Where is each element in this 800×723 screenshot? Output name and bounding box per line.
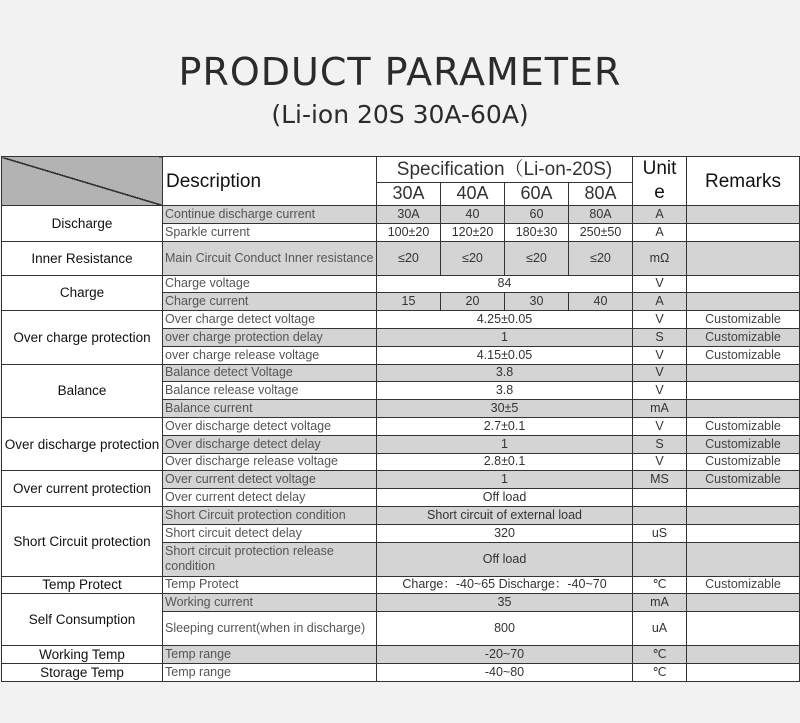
row-desc: Continue discharge current xyxy=(163,206,377,224)
cell-value: 60 xyxy=(505,206,569,224)
row-desc: Temp range xyxy=(163,646,377,664)
unit-header-line2: e xyxy=(654,182,665,203)
cell-remark: Customizable xyxy=(687,311,800,329)
section-working-temp: Working Temp xyxy=(2,646,163,664)
corner-cell xyxy=(2,157,163,206)
cell-remark xyxy=(687,275,800,293)
row-desc: Temp range xyxy=(163,663,377,681)
row-desc: Sleeping current(when in discharge) xyxy=(163,612,377,646)
cell-unit: V xyxy=(633,382,687,400)
row-desc: Balance release voltage xyxy=(163,382,377,400)
cell-unit: uS xyxy=(633,524,687,542)
row-desc: Over discharge release voltage xyxy=(163,453,377,471)
cell-unit: mA xyxy=(633,400,687,418)
row-desc: Balance detect Voltage xyxy=(163,364,377,382)
row-desc: Short circuit protection release condition xyxy=(163,542,377,576)
cell-value: 3.8 xyxy=(377,364,633,382)
row-desc: Temp Protect xyxy=(163,576,377,594)
row-desc: Short circuit detect delay xyxy=(163,524,377,542)
cell-value: 250±50 xyxy=(569,223,633,241)
parameter-table xyxy=(1,156,800,682)
cell-unit xyxy=(633,506,687,524)
cell-value: -20~70 xyxy=(377,646,633,664)
row-desc: Over charge detect voltage xyxy=(163,311,377,329)
cell-remark: Customizable xyxy=(687,417,800,435)
cell-remark: Customizable xyxy=(687,328,800,346)
cell-unit: A xyxy=(633,223,687,241)
cell-value: ≤20 xyxy=(377,241,441,275)
cell-remark: Customizable xyxy=(687,471,800,489)
cell-unit: V xyxy=(633,364,687,382)
cell-value: 2.8±0.1 xyxy=(377,453,633,471)
cell-unit: mA xyxy=(633,594,687,612)
cell-remark: Customizable xyxy=(687,576,800,594)
cell-value: Off load xyxy=(377,489,633,507)
current-80a-header: 80A xyxy=(569,182,633,205)
cell-value: 30 xyxy=(505,293,569,311)
cell-value: 1 xyxy=(377,328,633,346)
cell-value: 1 xyxy=(377,471,633,489)
page-subtitle: (Li-ion 20S 30A-60A) xyxy=(271,100,529,129)
section-charge: Charge xyxy=(2,275,163,311)
cell-unit: V xyxy=(633,311,687,329)
cell-unit: S xyxy=(633,435,687,453)
remarks-header: Remarks xyxy=(687,157,800,206)
row-desc: Short Circuit protection condition xyxy=(163,506,377,524)
cell-value: 4.25±0.05 xyxy=(377,311,633,329)
cell-remark xyxy=(687,223,800,241)
cell-remark xyxy=(687,594,800,612)
cell-remark xyxy=(687,293,800,311)
cell-remark: Customizable xyxy=(687,453,800,471)
section-balance: Balance xyxy=(2,364,163,417)
cell-unit: MS xyxy=(633,471,687,489)
row-desc: Over discharge detect voltage xyxy=(163,417,377,435)
cell-value: 3.8 xyxy=(377,382,633,400)
cell-value: 1 xyxy=(377,435,633,453)
cell-unit: mΩ xyxy=(633,241,687,275)
cell-value: 35 xyxy=(377,594,633,612)
cell-value: 100±20 xyxy=(377,223,441,241)
section-over-charge: Over charge protection xyxy=(2,311,163,364)
cell-value: 30A xyxy=(377,206,441,224)
cell-value: ≤20 xyxy=(505,241,569,275)
cell-unit: V xyxy=(633,453,687,471)
section-discharge: Discharge xyxy=(2,206,163,242)
cell-value: ≤20 xyxy=(569,241,633,275)
cell-remark xyxy=(687,400,800,418)
cell-value: 120±20 xyxy=(441,223,505,241)
cell-value: 180±30 xyxy=(505,223,569,241)
cell-remark xyxy=(687,489,800,507)
cell-value: Charge：-40~65 Discharge：-40~70 xyxy=(377,576,633,594)
cell-remark: Customizable xyxy=(687,435,800,453)
row-desc: Balance current xyxy=(163,400,377,418)
section-temp-protect: Temp Protect xyxy=(2,576,163,594)
cell-remark xyxy=(687,506,800,524)
row-desc: Over discharge detect delay xyxy=(163,435,377,453)
cell-unit: ℃ xyxy=(633,576,687,594)
current-40a-header: 40A xyxy=(441,182,505,205)
section-inner-resistance: Inner Resistance xyxy=(2,241,163,275)
cell-unit: ℃ xyxy=(633,663,687,681)
cell-value: 84 xyxy=(377,275,633,293)
cell-value: 20 xyxy=(441,293,505,311)
section-over-discharge: Over discharge protection xyxy=(2,417,163,470)
cell-remark xyxy=(687,206,800,224)
cell-value: Short circuit of external load xyxy=(377,506,633,524)
section-storage-temp: Storage Temp xyxy=(2,663,163,681)
cell-value: 40 xyxy=(569,293,633,311)
cell-unit: S xyxy=(633,328,687,346)
cell-value: 2.7±0.1 xyxy=(377,417,633,435)
current-60a-header: 60A xyxy=(505,182,569,205)
page-title: PRODUCT PARAMETER xyxy=(178,50,622,94)
cell-remark xyxy=(687,612,800,646)
cell-unit: uA xyxy=(633,612,687,646)
cell-unit xyxy=(633,489,687,507)
row-desc: Charge current xyxy=(163,293,377,311)
cell-value: 15 xyxy=(377,293,441,311)
cell-value: 800 xyxy=(377,612,633,646)
unit-header xyxy=(633,157,687,206)
cell-value: 30±5 xyxy=(377,400,633,418)
cell-remark: Customizable xyxy=(687,346,800,364)
row-desc: over charge protection delay xyxy=(163,328,377,346)
cell-value: ≤20 xyxy=(441,241,505,275)
cell-unit: A xyxy=(633,293,687,311)
row-desc: Main Circuit Conduct Inner resistance xyxy=(163,241,377,275)
cell-remark xyxy=(687,542,800,576)
cell-unit: V xyxy=(633,346,687,364)
cell-remark xyxy=(687,382,800,400)
cell-unit: ℃ xyxy=(633,646,687,664)
cell-value: -40~80 xyxy=(377,663,633,681)
description-header: Description xyxy=(163,157,377,206)
page-header xyxy=(0,0,800,156)
cell-remark xyxy=(687,241,800,275)
cell-unit: V xyxy=(633,417,687,435)
cell-value: Off load xyxy=(377,542,633,576)
unit-header-line1: Unit xyxy=(642,158,677,179)
cell-value: 4.15±0.05 xyxy=(377,346,633,364)
row-desc: over charge release voltage xyxy=(163,346,377,364)
row-desc: Charge voltage xyxy=(163,275,377,293)
cell-unit: V xyxy=(633,275,687,293)
section-short-circuit: Short Circuit protection xyxy=(2,506,163,576)
row-desc: Over current detect voltage xyxy=(163,471,377,489)
current-30a-header: 30A xyxy=(377,182,441,205)
cell-remark xyxy=(687,364,800,382)
cell-unit xyxy=(633,542,687,576)
cell-remark xyxy=(687,646,800,664)
cell-value: 40 xyxy=(441,206,505,224)
cell-value: 80A xyxy=(569,206,633,224)
specification-header: Specification（Li-on-20S) xyxy=(377,157,633,183)
row-desc: Working current xyxy=(163,594,377,612)
row-desc: Over current detect delay xyxy=(163,489,377,507)
section-self-consumption: Self Consumption xyxy=(2,594,163,646)
row-desc: Sparkle current xyxy=(163,223,377,241)
cell-remark xyxy=(687,663,800,681)
cell-unit: A xyxy=(633,206,687,224)
cell-value: 320 xyxy=(377,524,633,542)
section-over-current: Over current protection xyxy=(2,471,163,507)
cell-remark xyxy=(687,524,800,542)
